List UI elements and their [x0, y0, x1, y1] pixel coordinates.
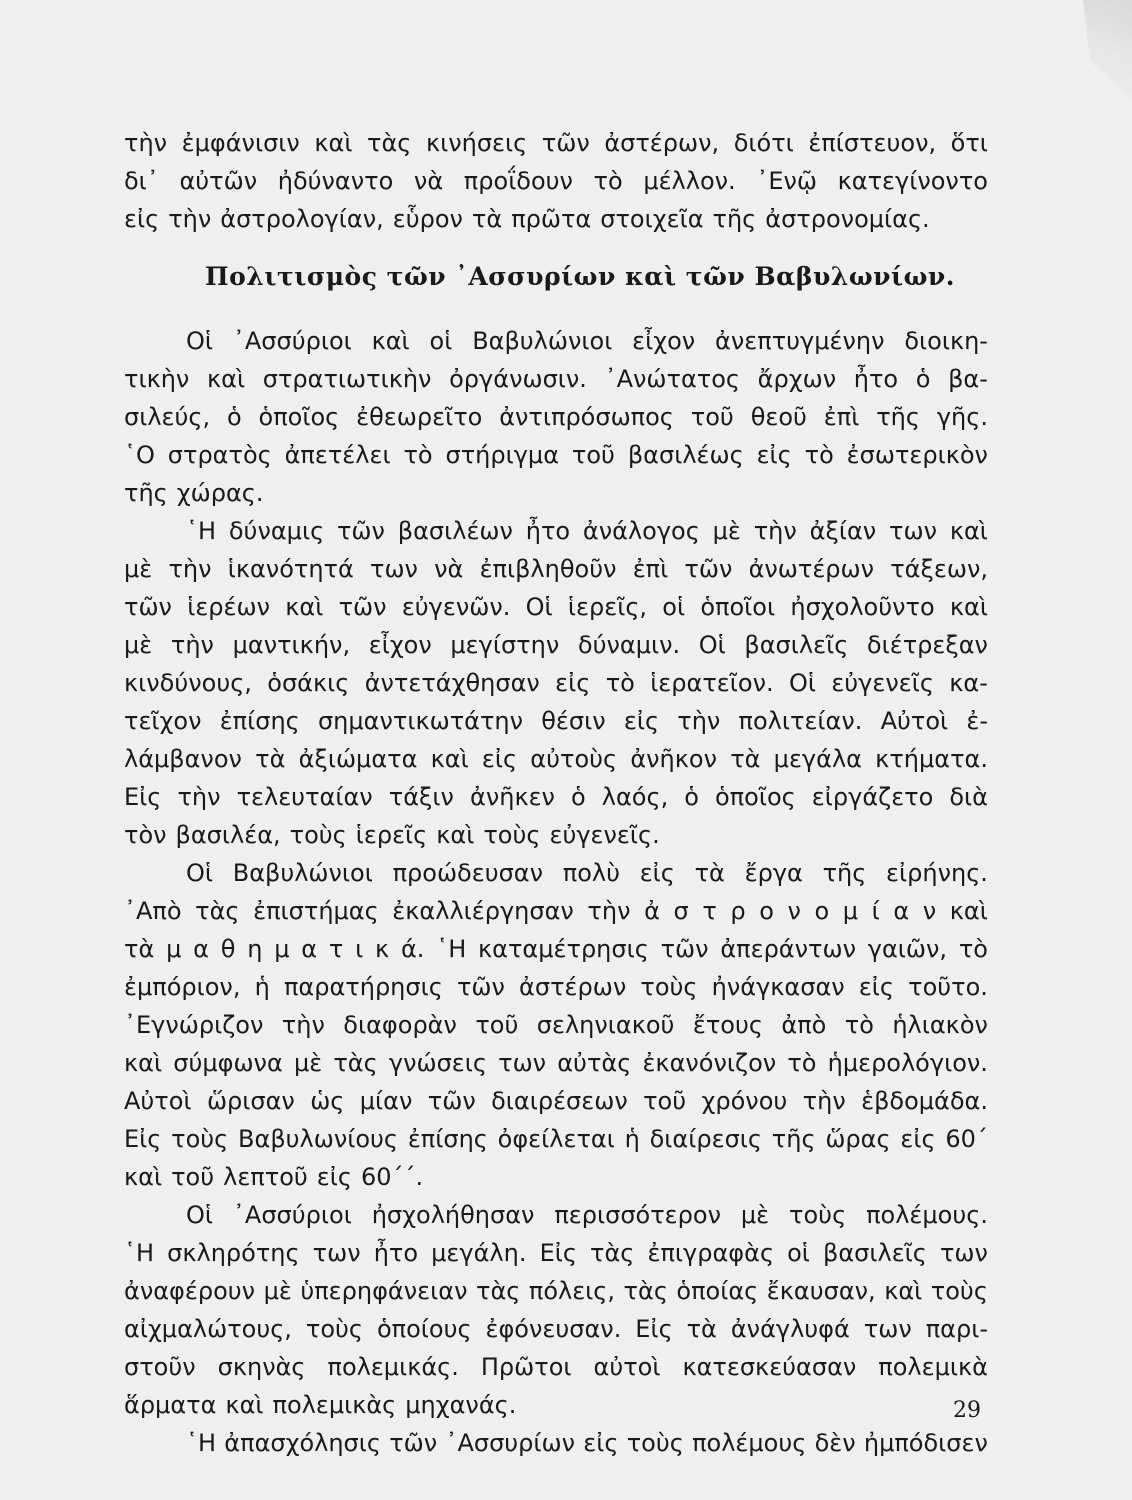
text-line: ῾Ο στρατὸς ἀπετέλει τὸ στήριγμα τοῦ βασιλέως εἰς τὸ ἐσωτερικὸν	[124, 441, 988, 469]
text-line: δι᾿ αὐτῶν ἠδύναντο νὰ προΐδουν τὸ μέλλον. ᾿Ενῷ κατεγίνοντο	[124, 167, 988, 195]
text-line: καὶ τοῦ λεπτοῦ εἰς 60΄΄.	[124, 1163, 424, 1191]
text-line: ῾Η ἀπασχόλησις τῶν ᾿Ασσυρίων εἰς τοὺς πολέμους δὲν ἠμπόδισεν	[186, 1429, 988, 1457]
text-line: Οἱ Βαβυλώνιοι προώδευσαν πολὺ εἰς τὰ ἔργα τῆς εἰρήνης.	[186, 859, 988, 887]
text-line: καὶ σύμφωνα μὲ τὰς γνώσεις των αὐτὰς ἐκανόνιζον τὸ ἡμερολόγιον.	[124, 1049, 988, 1077]
text-line: τῶν ἱερέων καὶ τῶν εὐγενῶν. Οἱ ἱερεῖς, οἱ ὁποῖοι ἠσχολοῦντο καὶ	[124, 593, 988, 621]
text-line: Εἰς τὴν τελευταίαν τάξιν ἀνῆκεν ὁ λαός, ὁ ὁποῖος εἰργάζετο διὰ	[124, 783, 988, 811]
text-line: λάμβανον τὰ ἀξιώματα καὶ εἰς αὐτοὺς ἀνῆκον τὰ μεγάλα κτήματα.	[124, 745, 988, 773]
text-line: μὲ τὴν ἱκανότητά των νὰ ἐπιβληθοῦν ἐπὶ τῶν ἀνωτέρων τάξεων,	[124, 555, 988, 583]
text-line: ἅρματα καὶ πολεμικὰς μηχανάς.	[124, 1391, 517, 1419]
section-heading: Πολιτισμὸς τῶν ᾿Ασσυρίων καὶ τῶν Βαβυλωνίων.	[205, 262, 955, 291]
text-line: Οἱ ᾿Ασσύριοι ἠσχολήθησαν περισσότερον μὲ τοὺς πολέμους.	[186, 1201, 988, 1229]
text-line: αἰχμαλώτους, τοὺς ὁποίους ἐφόνευσαν. Εἰς τὰ ἀνάγλυφά των παρι-	[124, 1315, 988, 1343]
text-line: κινδύνους, ὁσάκις ἀντετάχθησαν εἰς τὸ ἱερατεῖον. Οἱ εὐγενεῖς κα-	[124, 669, 988, 697]
text-line: τῆς χώρας.	[124, 479, 264, 507]
text-line: ᾿Εγνώριζον τὴν διαφορὰν τοῦ σεληνιακοῦ ἔτους ἀπὸ τὸ ἡλιακὸν	[124, 1011, 988, 1039]
text-line: ῾Η σκληρότης των ἦτο μεγάλη. Εἰς τὰς ἐπιγραφὰς οἱ βασιλεῖς των	[124, 1239, 988, 1267]
text-line: μὲ τὴν μαντικήν, εἶχον μεγίστην δύναμιν. Οἱ βασιλεῖς διέτρεξαν	[124, 631, 988, 659]
text-line: ᾿Απὸ τὰς ἐπιστήμας ἐκαλλιέργησαν τὴν ἀ σ τ ρ ο ν ο μ ί α ν καὶ	[124, 897, 988, 925]
text-line: Οἱ ᾿Ασσύριοι καὶ οἱ Βαβυλώνιοι εἶχον ἀνεπτυγμένην διοικη-	[186, 327, 988, 355]
text-line: τικὴν καὶ στρατιωτικὴν ὀργάνωσιν. ᾿Ανώτατος ἄρχων ἦτο ὁ βα-	[124, 365, 988, 393]
text-line: στοῦν σκηνὰς πολεμικάς. Πρῶτοι αὐτοὶ κατεσκεύασαν πολεμικὰ	[124, 1353, 988, 1381]
text-line: σιλεύς, ὁ ὁποῖος ἐθεωρεῖτο ἀντιπρόσωπος τοῦ θεοῦ ἐπὶ τῆς γῆς.	[124, 403, 988, 431]
text-line: εἰς τὴν ἀστρολογίαν, εὗρον τὰ πρῶτα στοιχεῖα τῆς ἀστρονομίας.	[124, 205, 930, 233]
text-line: ἐμπόριον, ἡ παρατήρησις τῶν ἀστέρων τοὺς ἠνάγκασαν εἰς τοῦτο.	[124, 973, 988, 1001]
text-line: Αὐτοὶ ὥρισαν ὡς μίαν τῶν διαιρέσεων τοῦ χρόνου τὴν ἑβδομάδα.	[124, 1087, 988, 1115]
text-line: ἀναφέρουν μὲ ὑπερηφάνειαν τὰς πόλεις, τὰς ὁποίας ἔκαυσαν, καὶ τοὺς	[124, 1277, 988, 1305]
text-line: τεῖχον ἐπίσης σημαντικωτάτην θέσιν εἰς τὴν πολιτείαν. Αὐτοὶ ἐ-	[124, 707, 988, 735]
text-line: τὰ μ α θ η μ α τ ι κ ά. ῾Η καταμέτρησις τῶν ἀπεράντων γαιῶν, τὸ	[124, 935, 988, 963]
page-corner-fold	[1062, 0, 1132, 100]
text-line: τὴν ἐμφάνισιν καὶ τὰς κινήσεις τῶν ἀστέρων, διότι ἐπίστευον, ὅτι	[124, 129, 988, 157]
text-line: ῾Η δύναμις τῶν βασιλέων ἦτο ἀνάλογος μὲ τὴν ἀξίαν των καὶ	[186, 517, 988, 545]
text-line: Εἰς τοὺς Βαβυλωνίους ἐπίσης ὀφείλεται ἡ διαίρεσις τῆς ὥρας εἰς 60΄	[124, 1125, 988, 1153]
page-number: 29	[953, 1398, 981, 1423]
text-line: τὸν βασιλέα, τοὺς ἱερεῖς καὶ τοὺς εὐγενεῖς.	[124, 821, 660, 849]
